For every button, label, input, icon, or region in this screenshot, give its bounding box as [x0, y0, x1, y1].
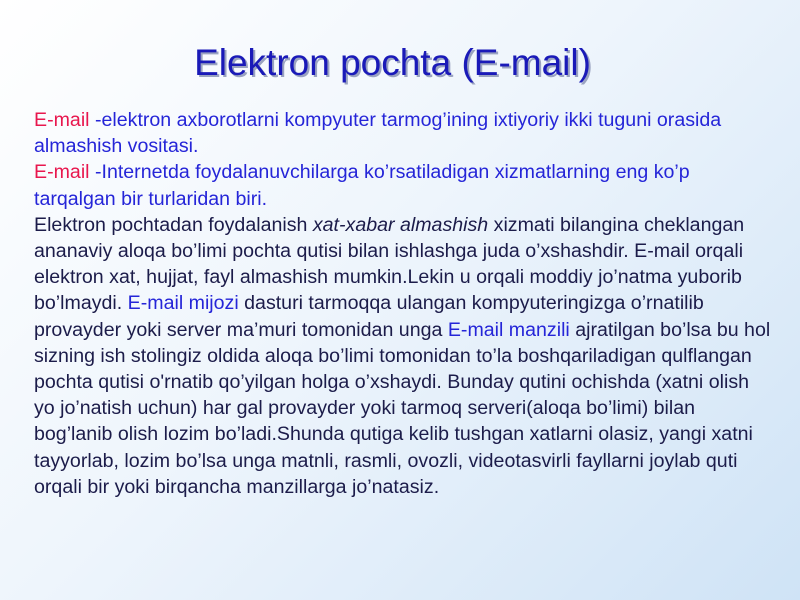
paragraph-definition-1 — [34, 107, 774, 159]
definition-text: -elektron axborotlarni kompyuter tarmog’ining ixtiyoriy ikki tuguni orasida almashish vositasi. — [34, 109, 722, 158]
description-text: dasturi tarmoqqa ulangan kompyuteringizga o’rnatilib provayder yoki server ma’muri tomonidan unga — [34, 292, 704, 341]
description-text: Elektron pochtadan foydalanish — [34, 213, 313, 236]
slide-title: Elektron pochta (E-mail) — [194, 42, 591, 83]
keyword-email: E-mail — [34, 109, 90, 131]
slide-body — [34, 107, 774, 500]
italic-term: xat-xabar almashish — [312, 213, 489, 236]
term-email-client: E-mail mijozi — [127, 292, 239, 315]
description-text: ajratilgan bo’lsa bu hol sizning ish stolingiz oldida aloqa bo’limi tomonidan to’la boshqariladigan qulflangan pochta qutisi o'rnatib qo’yilgan holga o’xshaydi. Bunday qutini ochishda (xatni olish yo jo’natish uchun) har gal provayder yoki tarmoq serveri(aloqa bo’limi) bilan bog’lanib olish lozim bo’ladi.Shunda qutiga kelib tushgan xatlarni olasiz, yangi xatni tayyorlab, lozim bo’lsa unga matnli, rasmli, ovozli, videotasvirli fayllarni joylab quti orqali bir yoki birqancha manzillarga jo’natasiz. — [34, 318, 771, 498]
paragraph-description — [34, 212, 774, 500]
definition-text: -Internetda foydalanuvchilarga ko’rsatiladigan xizmatlarning eng ko’p tarqalgan bir turlaridan biri. — [34, 161, 690, 210]
paragraph-definition-2 — [34, 159, 774, 211]
term-email-address: E-mail manzili — [447, 318, 570, 341]
keyword-email: E-mail — [34, 161, 90, 184]
description-text: xizmati bilangina cheklangan ananaviy aloqa bo’limi pochta qutisi bilan ishlashga juda o’xshashdir. E-mail orqali elektron xat, hujjat, fayl almashish mumkin.Lekin u orqali moddiy jo’natma yuborib bo’lmaydi. — [34, 213, 745, 315]
